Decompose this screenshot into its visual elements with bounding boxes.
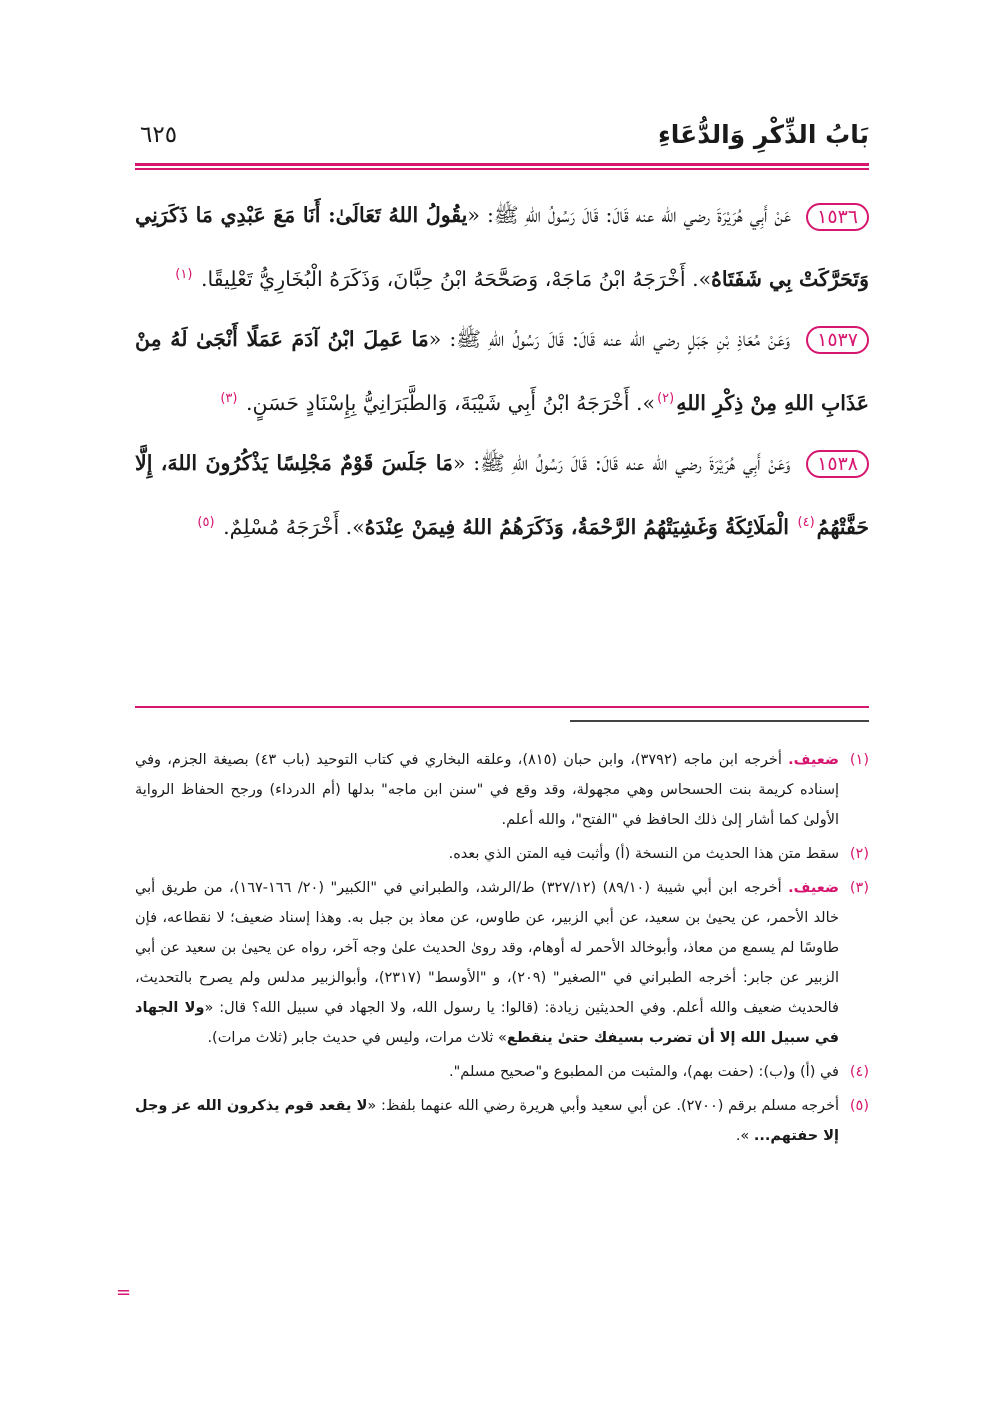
hadith-text: يقُولُ اللهُ تَعَالَىٰ: أَنَا مَعَ عَبْدِي مَا ذَكَرَنِي وَتَحَرَّكَتْ بِي شَفَتَاهُ: [135, 203, 869, 291]
footnote-text: في (أ) و(ب): (حفت بهم)، والمثبت من المطبوع و"صحيح مسلم".: [449, 1064, 839, 1080]
footnote-2: [135, 839, 869, 869]
hadith-body: [135, 185, 869, 556]
hadith-intro: عَنْ أَبِي هُرَيْرَةَ رضي الله عنه قَالَ: قَالَ رَسُولُ اللهِ ﷺ: «: [467, 203, 792, 227]
footnote-number: (١): [849, 752, 869, 768]
footnote-text: أخرجه ابن ماجه (٣٧٩٢)، وابن حبان (٨١٥)، وعلقه البخاري في كتاب التوحيد (باب ٤٣) بصيغة الجزم، وفي إسناده كريمة بنت الحسحاس وهي مجهولة، وقد وقع في "سنن ابن ماجه" بدلها (أم الدرداء) ورجح الحفاظ الرواية الأولىٰ كما أشار إلىٰ ذلك الحافظ في "الفتح"، والله أعلم.: [135, 752, 839, 828]
footnote-number: (٢): [849, 846, 869, 862]
hadith-text: مَا جَلَسَ قَوْمٌ مَجْلِسًا يَذْكُرُونَ اللهَ، إِلَّا حَفَّتْهُمُ: [135, 450, 869, 539]
footnote-3: [135, 873, 869, 1053]
hadith-number-badge: ١٥٣٦: [806, 203, 869, 231]
hadith-intro: وَعَنْ مُعَاذِ بْنِ جَبَلٍ رضي الله عنه قَالَ: قَالَ رَسُولُ اللهِ ﷺ: «: [428, 326, 791, 351]
chapter-title: بَابُ الذِّكْرِ وَالدُّعَاءِ: [658, 120, 869, 149]
footnote-number: (٥): [849, 1098, 869, 1114]
footnote-ref[interactable]: (٢): [657, 390, 675, 406]
hadith-text: مَا عَمِلَ ابْنُ آدَمَ عَمَلًا أَنْجَىٰ لَهُ مِنْ عَذَابِ اللهِ مِنْ ذِكْرِ اللهِ: [135, 326, 869, 415]
footnote-text: سقط متن هذا الحديث من النسخة (أ) وأثبت فيه المتن الذي بعده.: [448, 846, 839, 862]
footnote-5: [135, 1091, 869, 1151]
hadith-1538: [135, 433, 869, 557]
footnote-text: أخرجه مسلم برقم (٢٧٠٠). عن أبي سعيد وأبي هريرة رضي الله عنهما بلفظ: «: [367, 1098, 840, 1114]
header-rule-top: [135, 163, 869, 166]
page-number: ٦٢٥: [140, 122, 178, 148]
hadith-number-badge: ١٥٣٨: [806, 450, 869, 478]
footnote-ref[interactable]: (٤): [797, 514, 815, 530]
footnote-text-after: ».: [735, 1128, 754, 1144]
hadith-takhrij: ». أَخْرَجَهُ ابْنُ أَبِي شَيْبَةَ، وَالطَّبَرَانِيُّ بِإِسْنَادٍ حَسَنٍ.: [246, 390, 656, 415]
hadith-1536: [135, 185, 869, 309]
footnote-ref[interactable]: (١): [175, 267, 193, 282]
footnote-1: [135, 745, 869, 835]
hadith-intro: وَعَنْ أَبِي هُرَيْرَةَ رضي الله عنه قَالَ: قَالَ رَسُولُ اللهِ ﷺ: «: [452, 450, 791, 475]
continuation-mark: =: [116, 1282, 132, 1303]
footnote-4: [135, 1057, 869, 1087]
footnote-grade: ضعيف.: [788, 752, 839, 768]
footnotes: [135, 745, 869, 1155]
footnote-number: (٣): [849, 880, 869, 896]
hadith-1537: [135, 309, 869, 433]
footnote-ref[interactable]: (٣): [220, 390, 238, 406]
footnote-quote: لا يقعد قوم يذكرون الله عز وجل إلا حفتهم...: [135, 1098, 839, 1144]
hadith-text: الْمَلَائِكَةُ وَغَشِيَتْهُمُ الرَّحْمَةُ، وَذَكَرَهُمُ اللهُ فِيمَنْ عِنْدَهُ: [364, 514, 789, 539]
footnote-quote: ولا الجهاد في سبيل الله إلا أن تضرب بسيفك حتىٰ ينقطع: [135, 1000, 839, 1046]
text-end-rule: [135, 706, 869, 708]
hadith-takhrij: ». أَخْرَجَهُ ابْنُ مَاجَهْ، وَصَحَّحَهُ ابْنُ حِبَّانَ، وَذَكَرَهُ الْبُخَارِيُّ تَعْلِيقًا.: [200, 266, 712, 291]
footnote-separator: [570, 720, 869, 722]
footnote-text: أخرجه ابن أبي شيبة (٨٩/١٠) (٣٢٧/١٢) ط/الرشد، والطبراني في "الكبير" (٢٠/ ١٦٦-١٦٧)، من طريق أبي خالد الأحمر، عن يحيىٰ بن سعيد، عن أبي الزبير، عن طاوس، عن معاذ بن جبل به. وهذا إسناد ضعيف؛ لا نقطاعه، فإن طاوسًا لم يسمع من معاذ، وأبوخالد الأحمر له أوهام، وقد روىٰ الحديث علىٰ وجه آخر، رواه عن يحيىٰ بن سعيد عن أبي الزبير عن جابر: أخرجه الطبراني في "الصغير" (٢٠٩)، و "الأوسط" (٢٣١٧)، وأبوالزبير مدلس ولم يصرح بالتحديث، فالحديث ضعيف والله أعلم. وفي الحديثين زيادة: (قالوا: يا رسول الله، ولا الجهاد في سبيل الله؟ قال: «: [135, 880, 839, 1016]
hadith-number-badge: ١٥٣٧: [806, 326, 869, 354]
header-rule-bottom: [135, 168, 869, 170]
footnote-ref[interactable]: (٥): [197, 514, 215, 530]
page-header: [140, 118, 869, 158]
hadith-takhrij: ». أَخْرَجَهُ مُسْلِمٌ.: [223, 514, 365, 539]
footnote-text-after: » ثلاث مرات، وليس في حديث جابر (ثلاث مرات).: [207, 1030, 507, 1046]
footnote-number: (٤): [849, 1064, 869, 1080]
footnote-grade: ضعيف.: [788, 880, 839, 896]
